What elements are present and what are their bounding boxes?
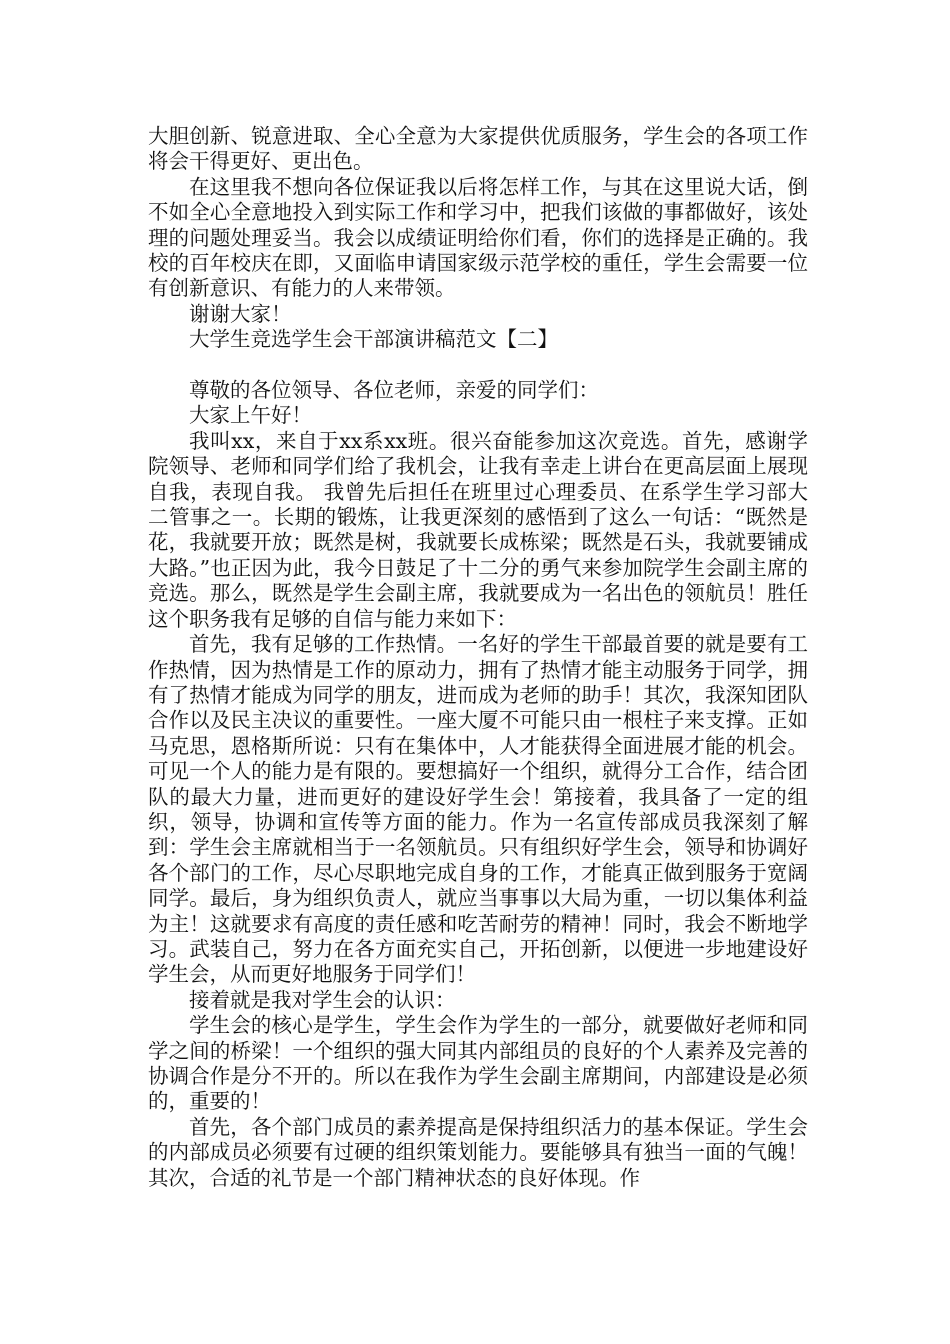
salutation: 尊敬的各位领导、各位老师，亲爱的同学们： [189, 378, 599, 403]
blank-line [148, 353, 808, 378]
paragraph-introduction: 我叫xx，来自于xx系xx班。很兴奋能参加这次竞选。首先，感谢学院领导、老师和同学们给了我机会，让我有幸走上讲台在更高层面上展现自我，表现自我。 我曾先后担任在班里过心理委员、在系学生学习部大二管事之一。长期的锻炼，让我更深刻的感悟到了这么一句话：“既然是花，我就要开放；既然是树，我就要长成栋梁；既然是石头，我就要铺成大路。”也正因为此，我今日鼓足了十二分的勇气来参加院学生会副主席的竞选。那么，既然是学生会副主席，我就要成为一名出色的领航员！胜任这个职务我有足够的自信与能力来如下： [148, 428, 808, 631]
paragraph-continuation: 大胆创新、锐意进取、全心全意为大家提供优质服务，学生会的各项工作将会干得更好、更出色。 [148, 124, 808, 174]
document-body [148, 124, 808, 1191]
paragraph-commitment: 在这里我不想向各位保证我以后将怎样工作，与其在这里说大话，倒不如全心全意地投入到实际工作和学习中，把我们该做的事都做好，该处理的问题处理妥当。我会以成绩证明给你们看，你们的选择是正确的。我校的百年校庆在即，又面临申请国家级示范学校的重任，学生会需要一位有创新意识、有能力的人来带领。 [148, 174, 808, 301]
paragraph-thanks: 谢谢大家！ [189, 301, 292, 326]
paragraph-understanding-intro: 接着就是我对学生会的认识： [189, 987, 456, 1012]
paragraph-qualifications: 首先，我有足够的工作热情。一名好的学生干部最首要的就是要有工作热情，因为热情是工作的原动力，拥有了热情才能主动服务于同学，拥有了热情才能成为同学的朋友，进而成为老师的助手！其次，我深知团队合作以及民主决议的重要性。一座大厦不可能只由一根柱子来支撑。正如马克思，恩格斯所说：只有在集体中，人才能获得全面进展才能的机会。可见一个人的能力是有限的。要想搞好一个组织，就得分工合作，结合团队的最大力量，进而更好的建设好学生会！第接着，我具备了一定的组织，领导，协调和宣传等方面的能力。作为一名宣传部成员我深刻了解到：学生会主席就相当于一名领航员。只有组织好学生会，领导和协调好各个部门的工作，尽心尽职地完成自身的工作，才能真正做到服务于宽阔同学。最后，身为组织负责人，就应当事事以大局为重，一切以集体利益为主！这就要求有高度的责任感和吃苦耐劳的精神！同时，我会不断地学习。武装自己，努力在各方面充实自己，开拓创新，以便进一步地建设好学生会，从而更好地服务于同学们！ [148, 632, 808, 987]
section-heading: 大学生竞选学生会干部演讲稿范文【二】 [189, 327, 558, 352]
paragraph-member-quality: 首先，各个部门成员的素养提高是保持组织活力的基本保证。学生会的内部成员必须要有过硬的组织策划能力。要能够具有独当一面的气魄！其次，合适的礼节是一个部门精神状态的良好体现。作 [148, 1114, 808, 1190]
greeting: 大家上午好！ [189, 403, 312, 428]
paragraph-core-of-union: 学生会的核心是学生，学生会作为学生的一部分，就要做好老师和同学之间的桥梁！一个组织的强大同其内部组员的良好的个人素养及完善的协调合作是分不开的。所以在我作为学生会副主席期间，内部建设是必须的，重要的！ [148, 1013, 808, 1114]
